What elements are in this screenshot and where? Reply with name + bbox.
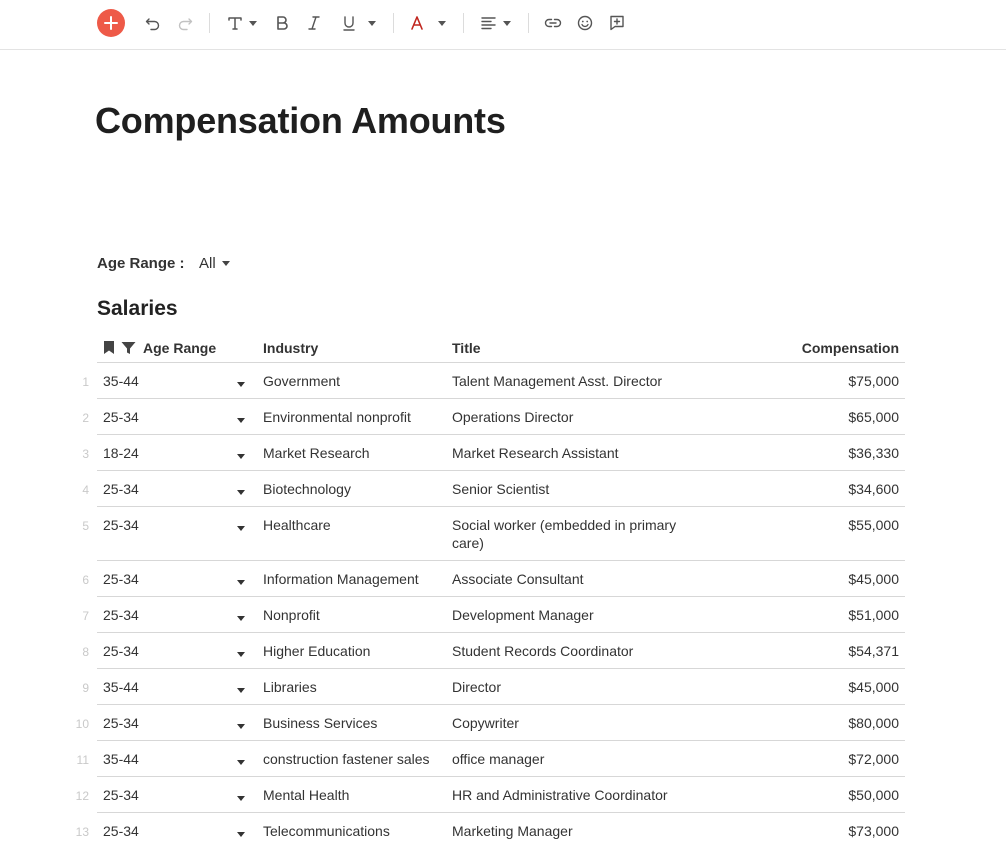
salaries-table (75, 335, 905, 849)
bold-button[interactable] (274, 9, 290, 37)
cell-age-range[interactable]: 25-34 (103, 571, 139, 587)
chevron-down-icon (237, 796, 245, 801)
cell-industry[interactable]: Information Management (263, 571, 419, 587)
cell-age-range[interactable]: 35-44 (103, 751, 139, 767)
text-style-icon (227, 15, 243, 31)
cell-industry[interactable]: Environmental nonprofit (263, 409, 411, 425)
row-number: 2 (82, 411, 89, 425)
link-icon (544, 17, 562, 29)
bold-icon (275, 15, 289, 31)
chevron-down-icon (237, 760, 245, 765)
cell-compensation[interactable]: $50,000 (848, 787, 899, 803)
cell-compensation[interactable]: $34,600 (848, 481, 899, 497)
cell-title[interactable]: Talent Management Asst. Director (452, 373, 663, 389)
filter-icon[interactable] (121, 341, 136, 360)
age-range-dropdown[interactable] (237, 454, 245, 459)
cell-age-range[interactable]: 35-44 (103, 679, 139, 695)
chevron-down-icon (237, 418, 245, 423)
chevron-down-icon (368, 21, 376, 26)
column-header-industry[interactable]: Industry (263, 340, 319, 356)
cell-age-range[interactable]: 18-24 (103, 445, 139, 461)
row-number: 8 (82, 645, 89, 659)
redo-icon (177, 15, 193, 31)
chevron-down-icon (237, 616, 245, 621)
add-button[interactable] (97, 9, 125, 37)
chevron-down-icon (237, 382, 245, 387)
cell-title[interactable]: office manager (452, 751, 545, 767)
cell-compensation[interactable]: $45,000 (848, 571, 899, 587)
underline-dropdown[interactable] (337, 9, 381, 37)
italic-button[interactable] (306, 9, 322, 37)
cell-title[interactable]: Associate Consultant (452, 571, 584, 587)
cell-industry[interactable]: Business Services (263, 715, 378, 731)
cell-compensation[interactable]: $80,000 (848, 715, 899, 731)
cell-compensation[interactable]: $72,000 (848, 751, 899, 767)
emoji-icon (577, 15, 593, 31)
cell-compensation[interactable]: $65,000 (848, 409, 899, 425)
cell-industry[interactable]: Mental Health (263, 787, 350, 803)
cell-industry[interactable]: Market Research (263, 445, 370, 461)
undo-button[interactable] (144, 9, 162, 37)
link-button[interactable] (543, 9, 563, 37)
cell-industry[interactable]: Higher Education (263, 643, 371, 659)
cell-title[interactable]: Student Records Coordinator (452, 643, 634, 659)
chevron-down-icon (237, 580, 245, 585)
cell-title[interactable]: Social worker (embedded in primary care) (452, 517, 677, 551)
row-number: 11 (76, 753, 89, 767)
add-comment-button[interactable] (608, 9, 626, 37)
chevron-down-icon (503, 21, 511, 26)
age-range-dropdown[interactable] (237, 616, 245, 621)
age-range-dropdown[interactable] (237, 796, 245, 801)
table-row[interactable] (76, 741, 905, 777)
cell-compensation[interactable]: $36,330 (848, 445, 899, 461)
table-row[interactable] (75, 705, 905, 741)
table-header (97, 335, 905, 363)
row-number: 1 (82, 375, 89, 389)
cell-industry[interactable]: Biotechnology (263, 481, 351, 497)
age-range-dropdown[interactable] (237, 724, 245, 729)
cell-title[interactable]: Operations Director (452, 409, 574, 425)
redo-button[interactable] (176, 9, 194, 37)
row-number: 3 (82, 447, 89, 461)
cell-title[interactable]: Market Research Assistant (452, 445, 619, 461)
cell-title[interactable]: Development Manager (452, 607, 594, 623)
chevron-down-icon (237, 724, 245, 729)
comment-add-icon (609, 15, 625, 31)
table-row[interactable] (75, 813, 905, 849)
bookmark-icon[interactable] (103, 340, 115, 360)
cell-industry[interactable]: Nonprofit (263, 607, 320, 623)
cell-compensation[interactable]: $45,000 (848, 679, 899, 695)
underline-icon (342, 15, 356, 31)
emoji-button[interactable] (576, 9, 594, 37)
age-range-dropdown[interactable] (237, 652, 245, 657)
column-header-title[interactable]: Title (452, 340, 481, 356)
cell-age-range[interactable]: 35-44 (103, 373, 139, 389)
chevron-down-icon (237, 688, 245, 693)
table-row[interactable] (82, 597, 905, 633)
cell-compensation[interactable]: $75,000 (848, 373, 899, 389)
age-range-dropdown[interactable] (237, 490, 245, 495)
text-color-icon (410, 15, 424, 31)
page-title: Compensation Amounts (95, 100, 506, 141)
align-left-icon (481, 16, 497, 30)
chevron-down-icon (438, 21, 446, 26)
cell-age-range[interactable]: 25-34 (103, 715, 139, 731)
table-row[interactable] (82, 633, 905, 669)
cell-age-range[interactable]: 25-34 (103, 409, 139, 425)
cell-age-range[interactable]: 25-34 (103, 607, 139, 623)
text-color-dropdown[interactable] (409, 9, 447, 37)
cell-age-range[interactable]: 25-34 (103, 787, 139, 803)
table-row[interactable] (82, 669, 905, 705)
chevron-down-icon (249, 21, 257, 26)
row-number: 5 (82, 519, 89, 533)
cell-age-range[interactable]: 25-34 (103, 481, 139, 497)
chevron-down-icon (237, 832, 245, 837)
age-range-dropdown[interactable] (237, 418, 245, 423)
table-row[interactable] (82, 363, 905, 399)
age-range-filter-label: Age Range : (97, 255, 185, 272)
cell-industry[interactable]: Libraries (263, 679, 317, 695)
toolbar-divider (463, 13, 464, 33)
cell-title[interactable]: Marketing Manager (452, 823, 573, 839)
row-number: 6 (82, 573, 89, 587)
table-title: Salaries (97, 297, 178, 320)
undo-icon (145, 15, 161, 31)
cell-title[interactable]: HR and Administrative Coordinator (452, 787, 668, 803)
age-range-dropdown[interactable] (237, 832, 245, 837)
table-row[interactable] (82, 561, 905, 597)
cell-compensation[interactable]: $55,000 (848, 517, 899, 533)
cell-age-range[interactable]: 25-34 (103, 517, 139, 533)
cell-age-range[interactable]: 25-34 (103, 643, 139, 659)
row-number: 12 (75, 789, 89, 803)
age-range-filter-value: All (199, 255, 216, 272)
cell-industry[interactable]: Telecommunications (263, 823, 390, 839)
age-range-filter-select[interactable] (199, 255, 230, 272)
cell-compensation[interactable]: $73,000 (848, 823, 899, 839)
age-range-dropdown[interactable] (237, 760, 245, 765)
cell-compensation[interactable]: $51,000 (848, 607, 899, 623)
row-number: 13 (75, 825, 89, 839)
row-number: 7 (82, 609, 89, 623)
table-row[interactable] (82, 435, 905, 471)
row-number: 4 (82, 483, 89, 497)
cell-industry[interactable]: construction fastener sales (263, 751, 430, 767)
cell-age-range[interactable]: 25-34 (103, 823, 139, 839)
plus-icon (104, 16, 118, 30)
cell-title[interactable]: Senior Scientist (452, 481, 550, 497)
chevron-down-icon (237, 652, 245, 657)
table-row[interactable] (82, 399, 905, 435)
text-style-dropdown[interactable] (225, 9, 259, 37)
cell-industry[interactable]: Healthcare (263, 517, 331, 533)
table-row[interactable] (82, 507, 905, 561)
cell-title[interactable]: Copywriter (452, 715, 519, 731)
row-number: 9 (82, 681, 89, 695)
column-header-age-range[interactable]: Age Range (143, 340, 217, 356)
editor-toolbar (0, 0, 1006, 50)
cell-industry[interactable]: Government (263, 373, 341, 389)
table-row[interactable] (82, 471, 905, 507)
age-range-dropdown[interactable] (237, 526, 245, 531)
toolbar-divider (393, 13, 394, 33)
align-dropdown[interactable] (480, 9, 512, 37)
age-range-dropdown[interactable] (237, 688, 245, 693)
age-range-dropdown[interactable] (237, 580, 245, 585)
age-range-dropdown[interactable] (237, 382, 245, 387)
row-number: 10 (75, 717, 89, 731)
chevron-down-icon (237, 454, 245, 459)
toolbar-divider (209, 13, 210, 33)
chevron-down-icon (237, 490, 245, 495)
chevron-down-icon (237, 526, 245, 531)
chevron-down-icon (222, 261, 230, 266)
column-header-compensation[interactable]: Compensation (801, 340, 899, 356)
italic-icon (307, 15, 321, 31)
cell-title[interactable]: Director (452, 679, 502, 695)
toolbar-divider (528, 13, 529, 33)
table-row[interactable] (75, 777, 905, 813)
cell-compensation[interactable]: $54,371 (848, 643, 899, 659)
